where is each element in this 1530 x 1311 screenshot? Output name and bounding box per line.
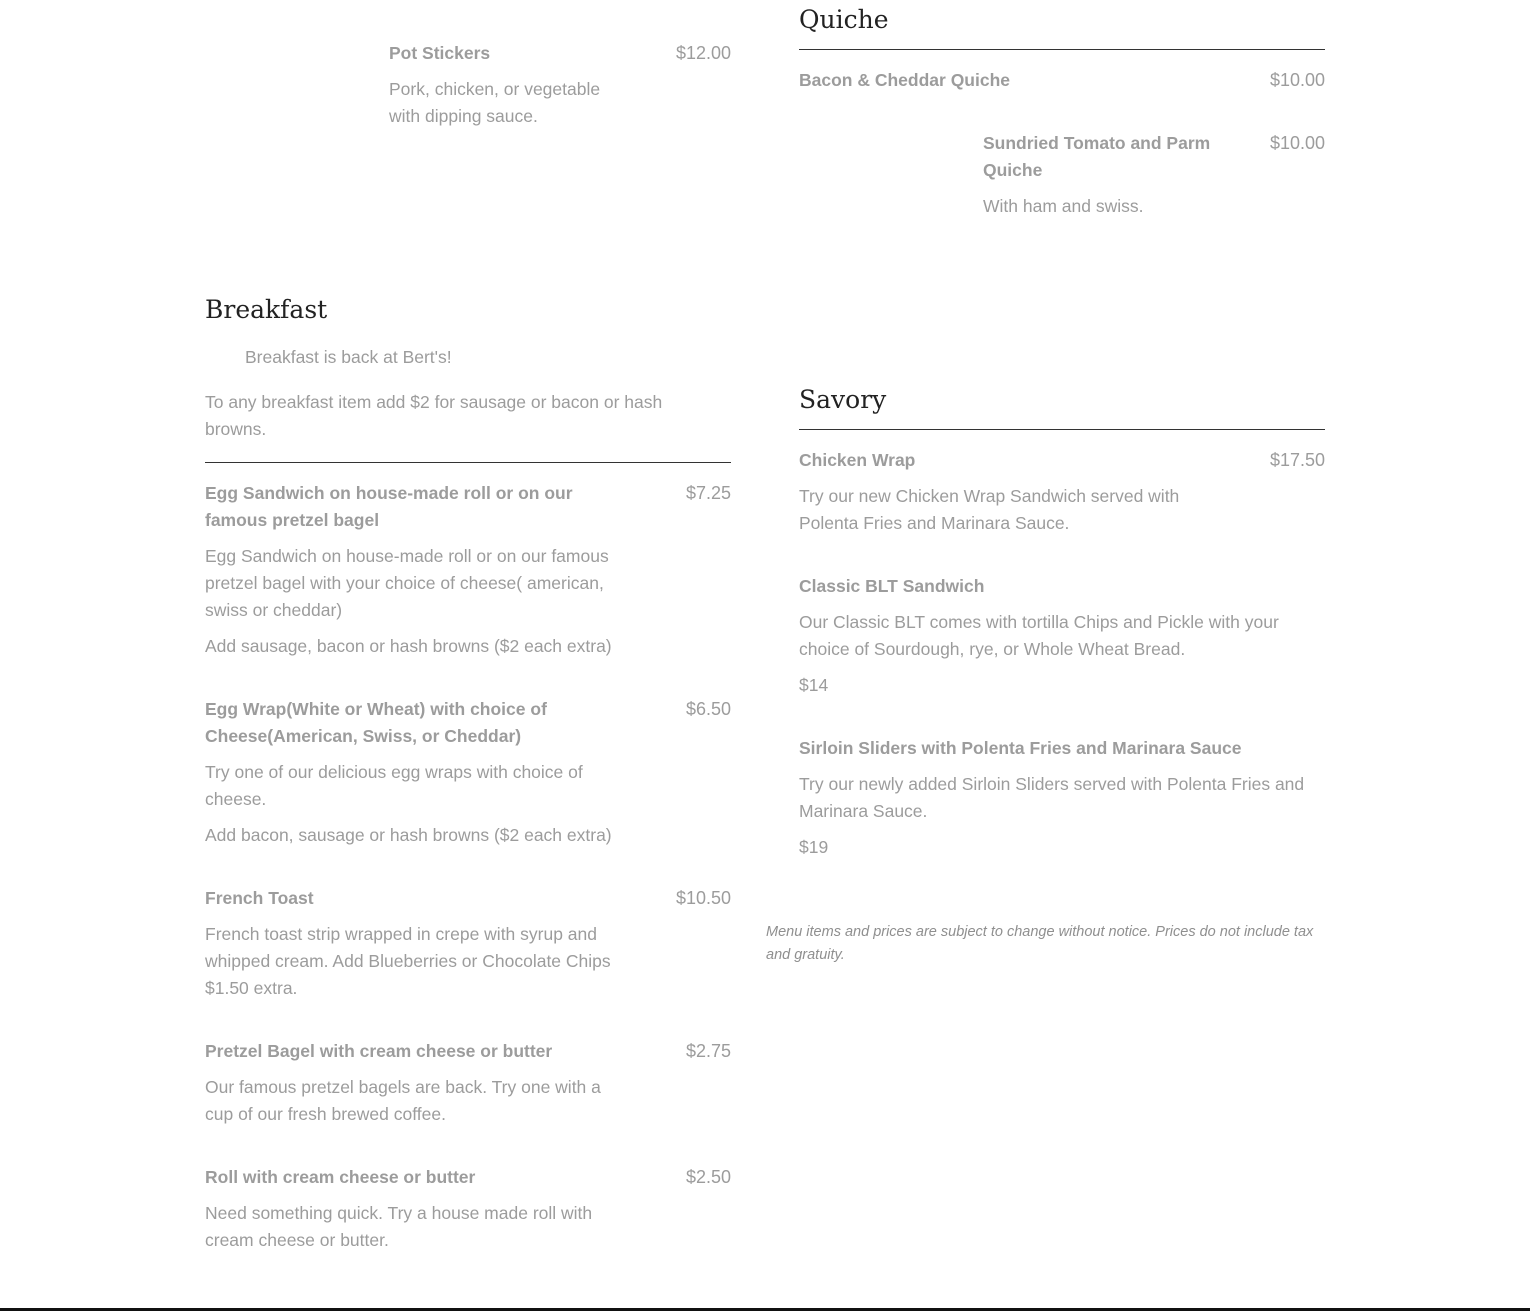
menu-item-price: $7.25 [685,483,731,503]
menu-item-price: $2.50 [685,1167,731,1187]
menu-item-price: $10.00 [1269,133,1325,153]
menu-item-description: Egg Sandwich on house-made roll or on our famous pretzel bagel with your choice of cheese( american, swiss or cheddar) [205,546,609,620]
section-title-savory: Savory [799,385,887,414]
menu-item-extra: Add bacon, sausage or hash browns ($2 each extra) [205,825,612,845]
menu-item-name: Egg Sandwich on house-made roll or on our famous pretzel bagel [205,483,573,530]
menu-item-description: Pork, chicken, or vegetable with dipping sauce. [389,79,601,126]
menu-item-price: $14 [799,675,829,695]
menu-item-description: Our famous pretzel bagels are back. Try one with a cup of our fresh brewed coffee. [205,1077,601,1124]
menu-item-name: Chicken Wrap [799,450,916,470]
menu-item-price: $6.50 [685,699,731,719]
menu-item-name: Bacon & Cheddar Quiche [799,70,1011,90]
menu-item-price: $12.00 [675,43,731,63]
section-title-breakfast: Breakfast [205,295,328,324]
menu-item-description: Try our new Chicken Wrap Sandwich served with Polenta Fries and Marinara Sauce. [799,486,1180,533]
section-intro: Breakfast is back at Bert's! [245,347,452,367]
menu-item-name: Pot Stickers [389,43,491,63]
menu-item-description: Need something quick. Try a house made roll with cream cheese or butter. [205,1203,593,1250]
menu-item-description: Our Classic BLT comes with tortilla Chips and Pickle with your choice of Sourdough, rye, or Whole Wheat Bread. [799,612,1279,659]
section-title-quiche: Quiche [799,5,889,34]
menu-item-price: $17.50 [1269,450,1325,470]
section-divider [799,49,1325,50]
menu-item-name: Sundried Tomato and Parm Quiche [983,133,1211,180]
menu-item-description: French toast strip wrapped in crepe with syrup and whipped cream. Add Blueberries or Chocolate Chips $1.50 extra. [205,924,611,998]
section-divider [205,462,731,463]
section-note: To any breakfast item add $2 for sausage or bacon or hash browns. [205,392,663,439]
menu-item-name: French Toast [205,888,314,908]
menu-item-price: $19 [799,837,829,857]
menu-item-description: Try our newly added Sirloin Sliders served with Polenta Fries and Marinara Sauce. [799,774,1305,821]
menu-item-name: Roll with cream cheese or butter [205,1167,476,1187]
section-divider [799,429,1325,430]
menu-item-name: Pretzel Bagel with cream cheese or butter [205,1041,553,1061]
menu-item-price: $10.50 [675,888,731,908]
menu-item-extra: Add sausage, bacon or hash browns ($2 each extra) [205,636,612,656]
menu-item-name: Egg Wrap(White or Wheat) with choice of Cheese(American, Swiss, or Cheddar) [205,699,547,746]
menu-item-name: Sirloin Sliders with Polenta Fries and Marinara Sauce [799,738,1242,758]
disclaimer-note: Menu items and prices are subject to change without notice. Prices do not include tax and gratuity. [766,924,1314,963]
menu-item-description: With ham and swiss. [983,196,1144,216]
menu-item-description: Try one of our delicious egg wraps with choice of cheese. [205,762,583,809]
menu-item-price: $2.75 [685,1041,731,1061]
menu-item-price: $10.00 [1269,70,1325,90]
menu-item-name: Classic BLT Sandwich [799,576,985,596]
